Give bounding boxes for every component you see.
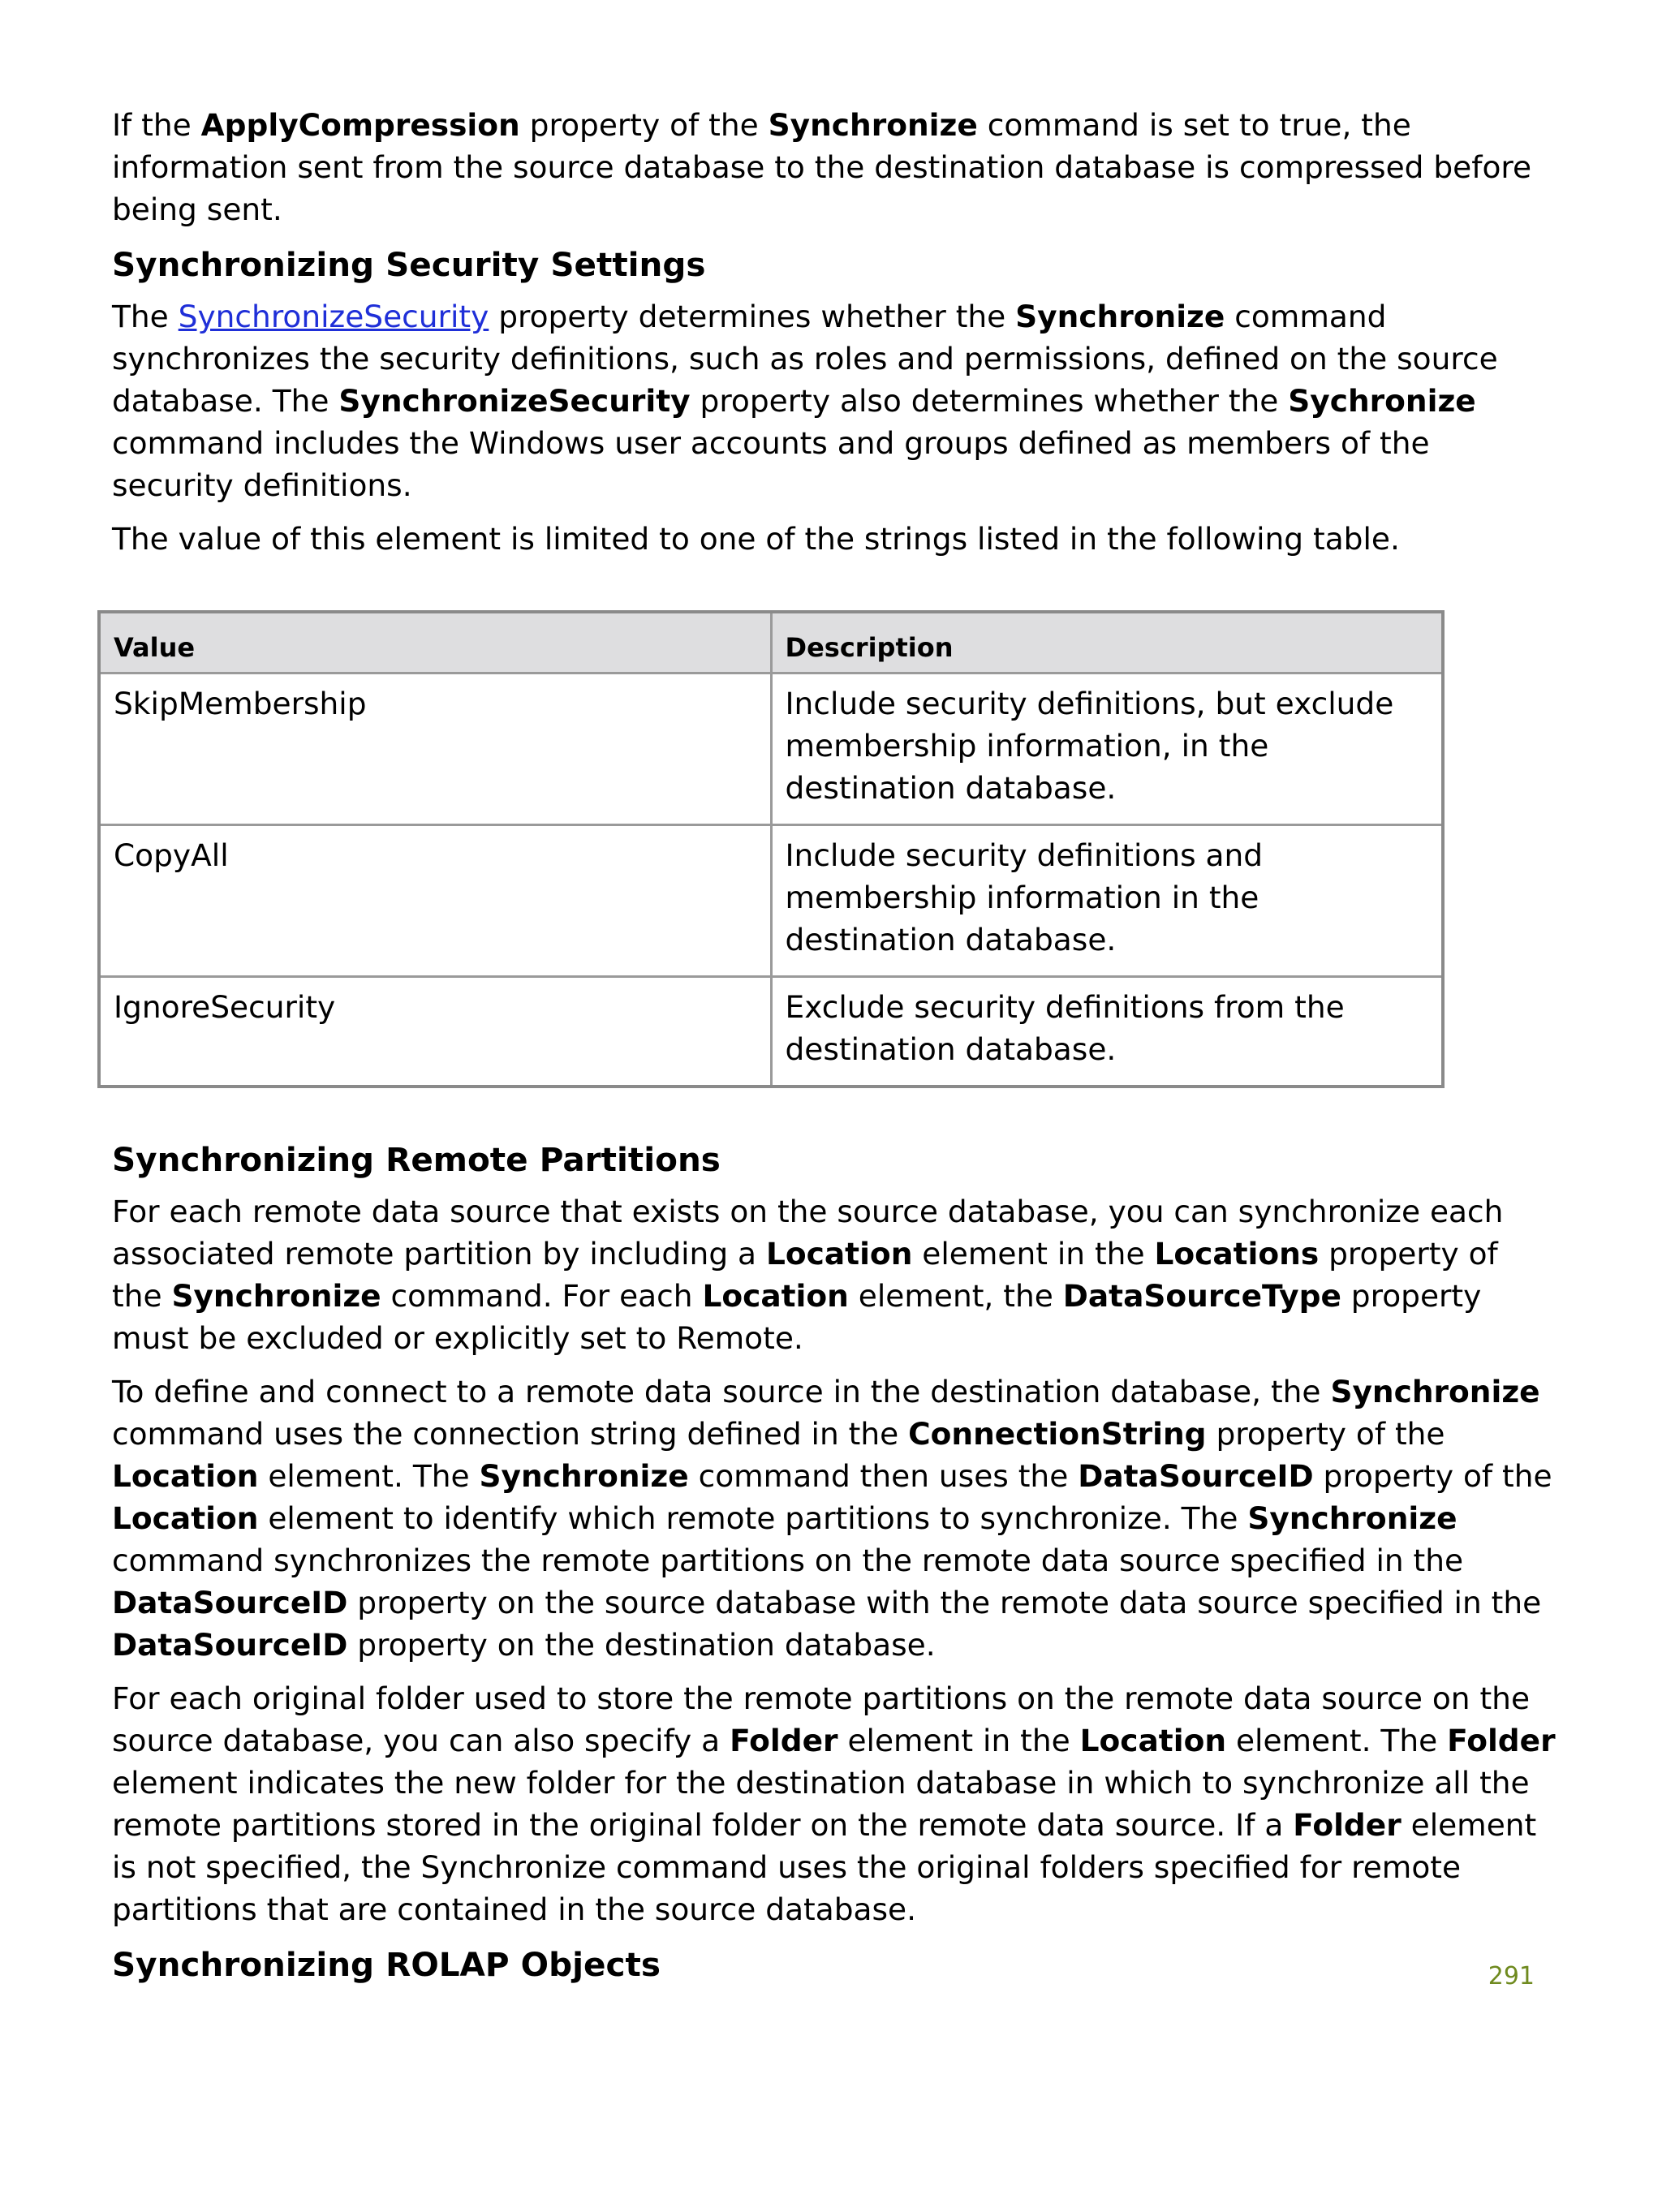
paragraph-remote-data-source: For each remote data source that exists on the source database, you can synchronize each associated remote partition by including a Location element in the Locations property of the Synchronize command. For each Location element, the DataSourceType property must be excluded or explicitly set to Remote. <box>112 1194 1504 1356</box>
security-values-table <box>97 610 1445 1088</box>
table-row <box>99 673 1443 825</box>
page-number: 291 <box>1488 1962 1535 1990</box>
paragraph-synchronize-security: The SynchronizeSecurity property determines whether the Synchronize command synchronizes the security definitions, such as roles and permissions, defined on the source database. The SynchronizeSecurity property also determines whether the Sychronize command includes the Windows user accounts and groups defined as members of the security definitions. <box>112 299 1498 503</box>
table-header-row <box>99 612 1443 673</box>
heading-synchronizing-rolap-objects: Synchronizing ROLAP Objects <box>112 1945 661 1984</box>
paragraph-original-folder: For each original folder used to store the remote partitions on the remote data source on the source database, you can also specify a Folder element in the Location element. The Folder element indicates the new folder for the destination database in which to synchronize all the remote partitions stored in the original folder on the remote data source. If a Folder element is not specified, the Synchronize command uses the original folders specified for remote partitions that are contained in the source database. <box>112 1681 1556 1927</box>
synchronize-security-link[interactable]: SynchronizeSecurity <box>178 299 489 334</box>
page-content <box>112 104 1557 1995</box>
table-row <box>99 825 1443 977</box>
table-cell-value: SkipMembership <box>99 673 771 825</box>
heading-synchronizing-remote-partitions: Synchronizing Remote Partitions <box>112 1140 721 1179</box>
heading-synchronizing-security-settings: Synchronizing Security Settings <box>112 245 706 284</box>
table-header-value: Value <box>99 612 771 673</box>
table-cell-description: Include security definitions and membership information in the destination database. <box>771 825 1443 977</box>
table-cell-description: Include security definitions, but exclude membership information, in the destination database. <box>771 673 1443 825</box>
table-header-description: Description <box>771 612 1443 673</box>
table-cell-description: Exclude security definitions from the destination database. <box>771 977 1443 1087</box>
paragraph-value-limited: The value of this element is limited to one of the strings listed in the following table. <box>112 521 1400 557</box>
table-cell-value: IgnoreSecurity <box>99 977 771 1087</box>
table-row <box>99 977 1443 1087</box>
paragraph-define-connect: To define and connect to a remote data source in the destination database, the Synchronize command uses the connection string defined in the ConnectionString property of the Location element. The Synchronize command then uses the DataSourceID property of the Location element to identify which remote partitions to synchronize. The Synchronize command synchronizes the remote partitions on the remote data source specified in the DataSourceID property on the source database with the remote data source specified in the DataSourceID property on the destination database. <box>112 1374 1552 1663</box>
paragraph-apply-compression: If the ApplyCompression property of the Synchronize command is set to true, the information sent from the source database to the destination database is compressed before being sent. <box>112 107 1532 227</box>
table-cell-value: CopyAll <box>99 825 771 977</box>
